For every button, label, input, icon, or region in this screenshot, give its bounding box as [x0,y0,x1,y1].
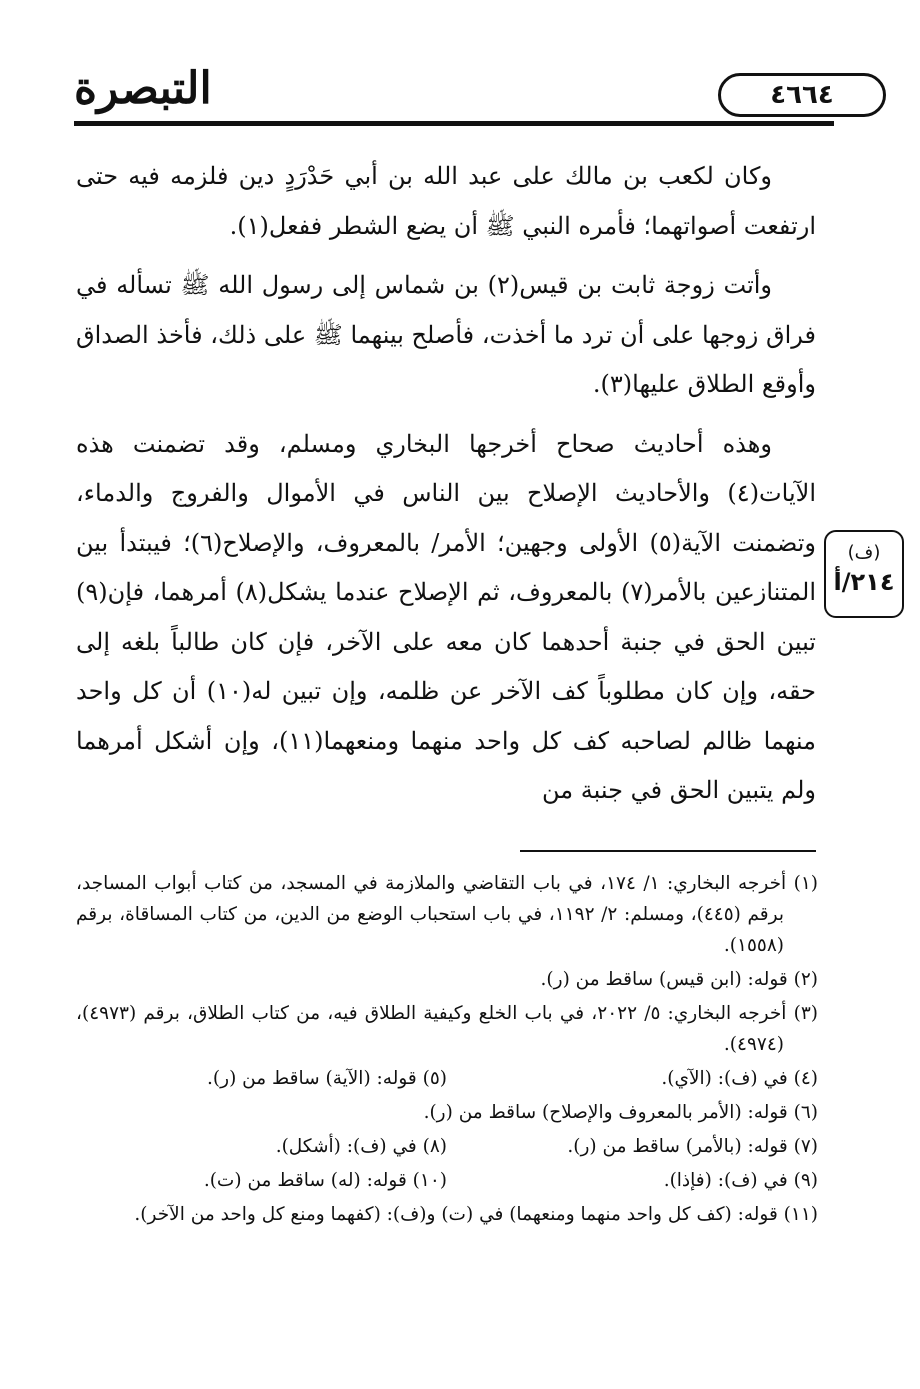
paragraph-1: وكان لكعب بن مالك على عبد الله بن أبي حَدْرَدٍ دين فلزمه فيه حتى ارتفعت أصواتهما؛ فأمره النبي ﷺ أن يضع الشطر ففعل(١). [76,162,816,240]
footnote-6: (٦) قوله: (الأمر بالمعروف والإصلاح) ساقط من (ر). [423,1102,818,1123]
footnote-11: (١١) قوله: (كف كل واحد منهما ومنعهما) في (ت) و(ف): (كفهما ومنع كل واحد من الآخر). [134,1204,818,1225]
footnote-10: (١٠) قوله: (له) ساقط من (ت). [203,1170,447,1191]
footnote-5: (٥) قوله: (الآية) ساقط من (ر). [207,1068,447,1089]
header-rule [74,121,834,126]
footnote-separator [520,850,816,852]
footnote-3: (٣) أخرجه البخاري: ٥/ ٢٠٢٢، في باب الخلع وكيفية الطلاق فيه، من كتاب الطلاق، برقم (٤٩٧٣)، (٤٩٧٤). [76,1003,818,1055]
paragraph-3: وهذه أحاديث صحاح أخرجها البخاري ومسلم، وقد تضمنت هذه الآيات(٤) والأحاديث الإصلاح بين الناس في الأموال والفروج والدماء، وتضمنت الآية(٥) الأولى وجهين؛ الأمر/ بالمعروف، والإصلاح(٦)؛ فيبتدأ بين المتنازعين بالأمر(٧) بالمعروف، ثم الإصلاح عندما يشكل(٨) أمرهما، فإن(٩) تبين الحق في جنبة أحدهما كان معه على الآخر، فإن كان طالباً بلغه إلى حقه، وإن كان مطلوباً كف الآخر عن ظلمه، وإن تبين له(١٠) أن كل واحد منهما ظالم لصاحبه كف كل واحد منهما ومنعهما(١١)، وإن أشكل أمرهما ولم يتبين الحق في جنبة من [76,429,817,804]
page-number: ٤٦٦٤ [770,80,834,110]
footnotes [76,868,818,1233]
paragraph-2: وأتت زوجة ثابت بن قيس(٢) بن شماس إلى رسول الله ﷺ تسأله في فراق زوجها على أن ترد ما أخذت، فأصلح بينهما ﷺ على ذلك، فأخذ الصداق وأوقع الطلاق عليها(٣). [76,271,816,398]
manuscript-margin-reference [824,530,904,618]
footnote-8: (٨) في (ف): (أشكل). [275,1136,447,1157]
footnote-2: (٢) قوله: (ابن قيس) ساقط من (ر). [540,969,818,990]
footnote-row-9-10 [76,1165,818,1196]
footnote-9: (٩) في (ف): (فإذا). [663,1170,818,1191]
footnote-7: (٧) قوله: (بالأمر) ساقط من (ر). [567,1136,818,1157]
page-number-box [718,73,886,117]
manuscript-siglum: (ف) [847,542,881,563]
footnote-row-7-8 [76,1131,818,1162]
main-text [76,152,816,826]
footnote-4: (٤) في (ف): (الآي). [661,1068,818,1089]
page-header [74,55,834,130]
footnote-row-4-5 [76,1063,818,1094]
manuscript-folio: ٢١٤/أ [833,568,895,596]
footnote-1: (١) أخرجه البخاري: ١/ ١٧٤، في باب التقاضي والملازمة في المسجد، من كتاب أبواب المساجد، برقم (٤٤٥)، ومسلم: ٢/ ١١٩٢، في باب استحباب الوضع من الدين، من كتاب المساقاة، برقم (١٥٥٨). [76,873,818,956]
book-title: التبصرة [74,63,212,114]
